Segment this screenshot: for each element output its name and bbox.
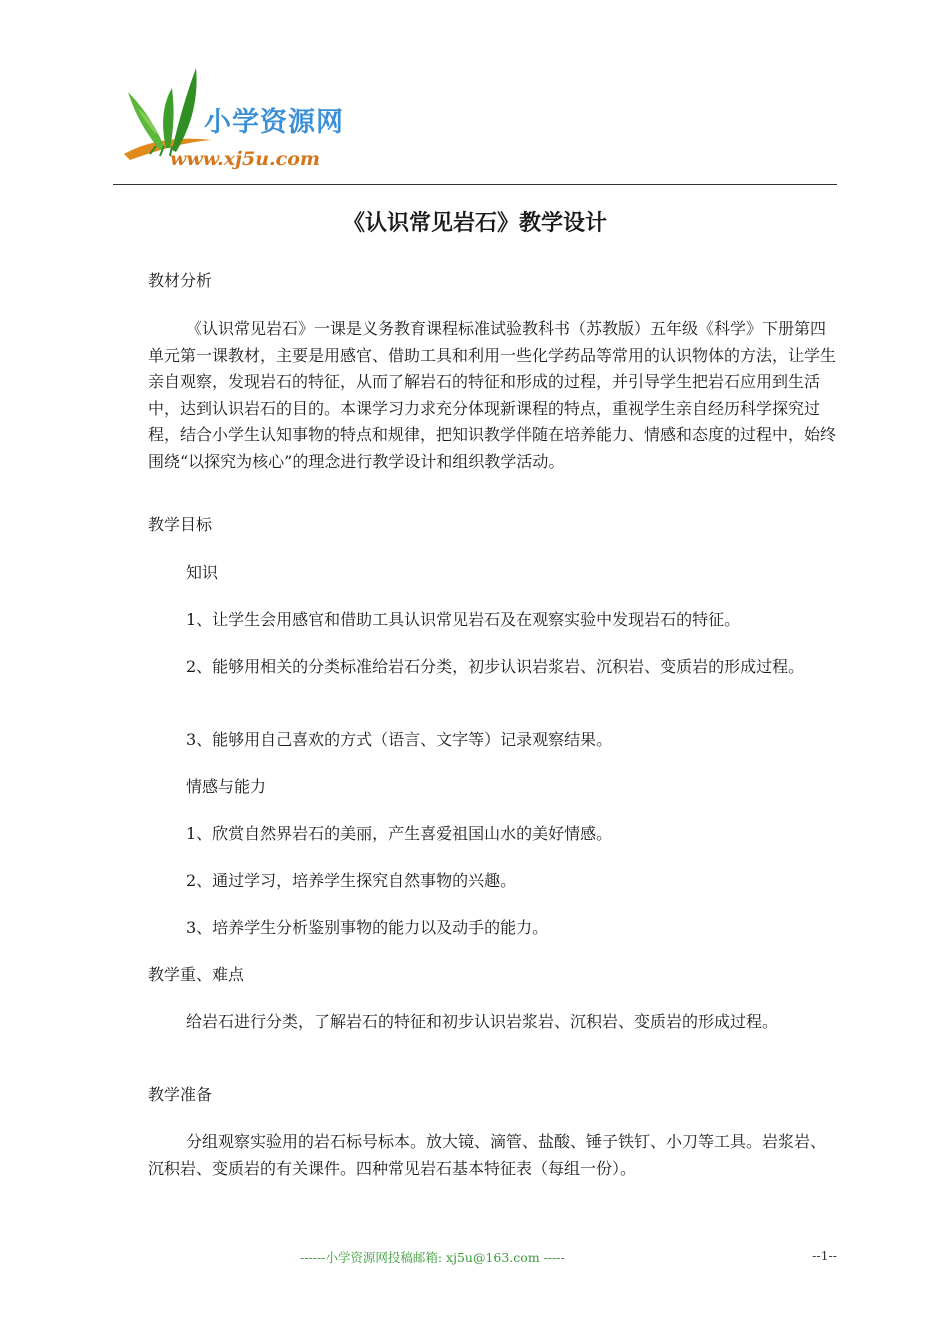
section-heading-key-points: 教学重、难点 — [148, 965, 245, 984]
subheading-knowledge: 知识 — [186, 563, 219, 582]
knowledge-item: 2、能够用相关的分类标准给岩石分类，初步认识岩浆岩、沉积岩、变质岩的形成过程。 — [186, 657, 805, 676]
analysis-paragraph: 《认识常见岩石》一课是义务教育课程标准试验教科书（苏教版）五年级《科学》下册第四单元第一课教材，主要是用感官、借助工具和利用一些化学药品等常用的认识物体的方法，让学生亲自观察，发现岩石的特征，从而了解岩石的特征和形成的过程，并引导学生把岩石应用到生活中，达到认识岩石的目的。本课学习力求充分体现新课程的特点，重视学生亲自经历科学探究过程，结合小学生认知事物的特点和规律，把知识教学伴随在培养能力、情感和态度的过程中，始终围绕“以探究为核心”的理念进行教学设计和组织教学活动。 — [148, 319, 837, 471]
logo-site-name: 小学资源网 — [204, 107, 344, 138]
page-number: --1-- — [812, 1248, 837, 1263]
knowledge-item: 3、能够用自己喜欢的方式（语言、文字等）记录观察结果。 — [186, 730, 613, 749]
section-heading-goals: 教学目标 — [148, 515, 213, 534]
section-heading-analysis: 教材分析 — [148, 271, 213, 290]
knowledge-item: 1、让学生会用感官和借助工具认识常见岩石及在观察实验中发现岩石的特征。 — [186, 610, 741, 629]
document-title: 《认识常见岩石》教学设计 — [342, 210, 607, 236]
key-points-paragraph: 给岩石进行分类，了解岩石的特征和初步认识岩浆岩、沉积岩、变质岩的形成过程。 — [186, 1012, 779, 1031]
logo-site-url: www.xj5u.com — [170, 148, 320, 170]
emotion-item: 2、通过学习，培养学生探究自然事物的兴趣。 — [186, 871, 517, 890]
emotion-item: 1、欣赏自然界岩石的美丽，产生喜爱祖国山水的美好情感。 — [186, 824, 613, 843]
footer-contact: ------小学资源网投稿邮箱: xj5u@163.com ----- — [300, 1250, 565, 1265]
section-heading-preparation: 教学准备 — [148, 1085, 213, 1104]
header-divider — [113, 184, 837, 185]
emotion-item: 3、培养学生分析鉴别事物的能力以及动手的能力。 — [186, 918, 549, 937]
preparation-paragraph: 分组观察实验用的岩石标号标本。放大镜、滴管、盐酸、锤子铁钉、小刀等工具。岩浆岩、沉积岩、变质岩的有关课件。四种常见岩石基本特征表（每组一份）。 — [148, 1132, 827, 1178]
subheading-emotion: 情感与能力 — [186, 777, 267, 796]
